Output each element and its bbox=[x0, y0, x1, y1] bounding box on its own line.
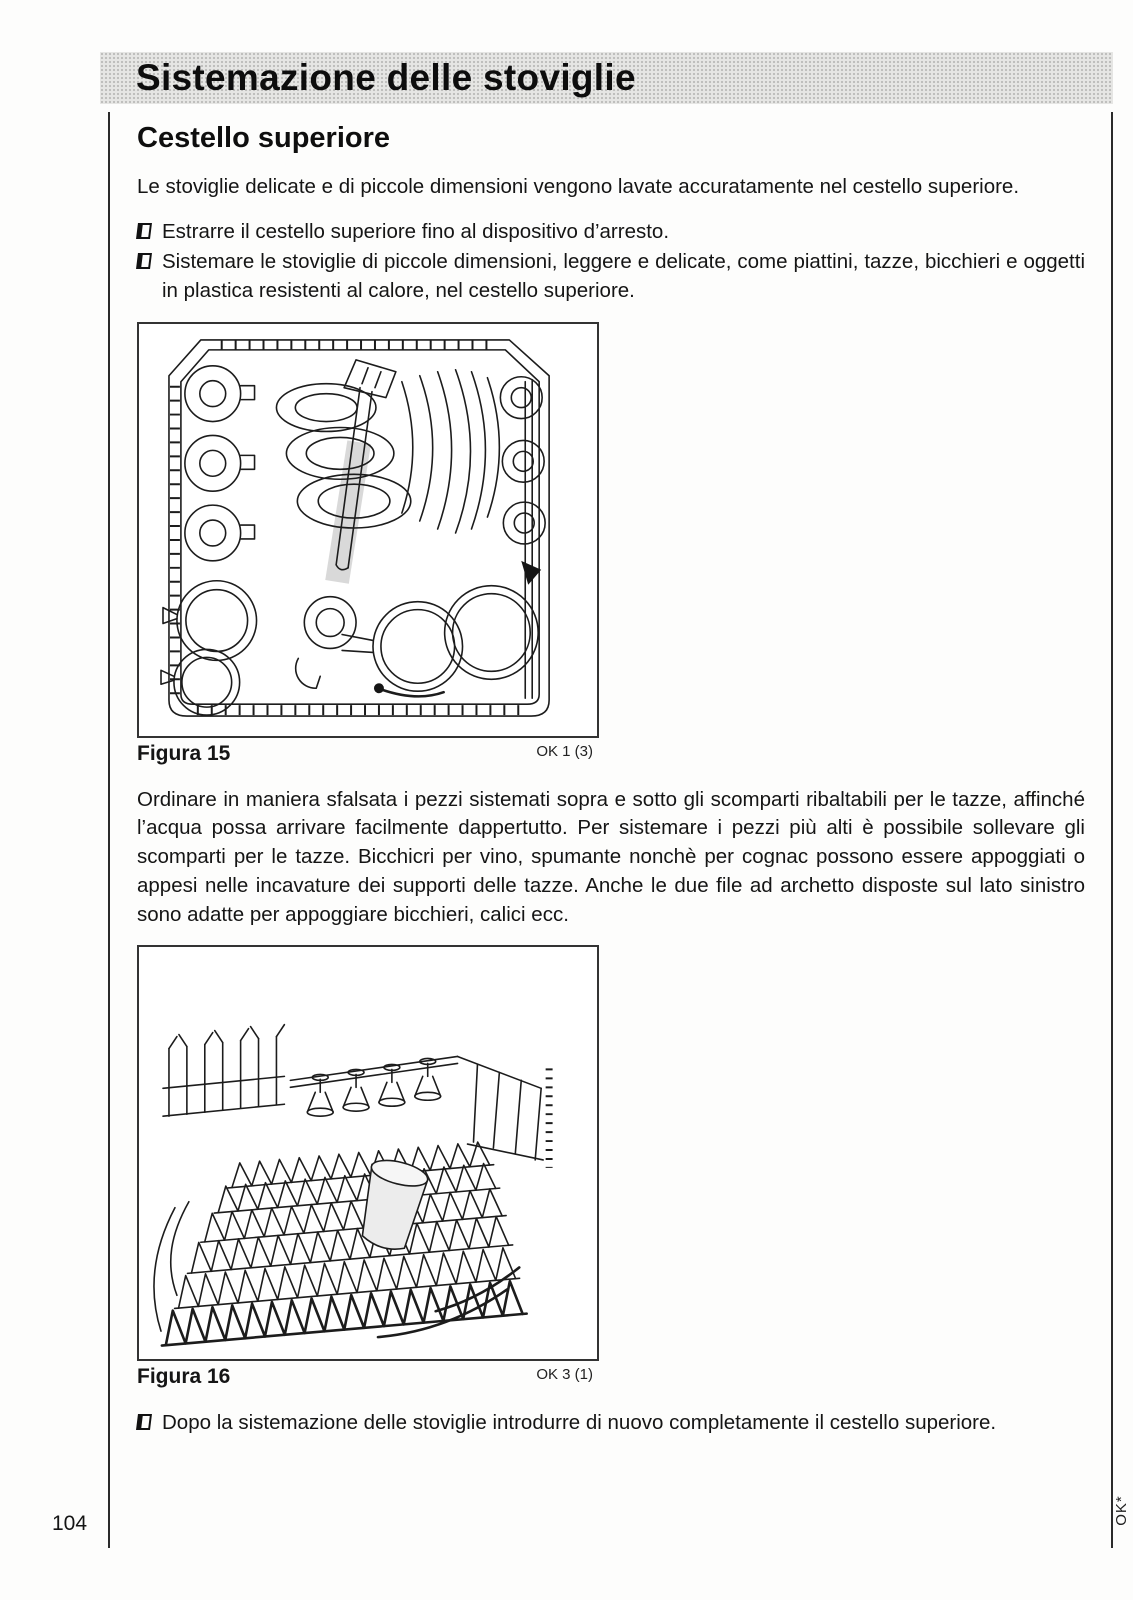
right-frame bbox=[458, 1057, 550, 1168]
checkbox-bullet-icon bbox=[136, 253, 152, 269]
small-utensils bbox=[296, 561, 541, 697]
print-side-mark: OK* bbox=[1113, 1495, 1131, 1526]
upper-basket-top-view-drawing bbox=[139, 324, 597, 736]
figure-16-box bbox=[137, 945, 599, 1361]
checkbox-bullet-icon bbox=[136, 1414, 152, 1430]
upper-basket-wire-rack-drawing bbox=[139, 947, 597, 1359]
figure-15-box bbox=[137, 322, 599, 738]
checkbox-bullet-icon bbox=[136, 223, 152, 239]
cups-left-column bbox=[185, 366, 255, 561]
figure-15-caption-row bbox=[137, 742, 599, 766]
cup-in-basket bbox=[353, 1156, 430, 1254]
bullet-item bbox=[137, 1409, 1085, 1438]
bullet-item bbox=[137, 218, 1085, 247]
chapter-header-bar bbox=[100, 52, 1113, 104]
closing-bullet-text: Dopo la sistemazione delle stoviglie introdurre di nuovo completamente il cestello superiore. bbox=[162, 1411, 997, 1435]
chapter-title: Sistemazione delle stoviglie bbox=[136, 57, 636, 98]
figure-code: OK 3 (1) bbox=[536, 1366, 593, 1384]
section-title: Cestello superiore bbox=[137, 122, 391, 154]
intro-paragraph: Le stoviglie delicate e di piccole dimensioni vengono lavate accuratamente nel cestello superiore. bbox=[137, 175, 1020, 198]
back-prong-row bbox=[163, 1025, 284, 1117]
teapots bbox=[161, 581, 257, 715]
bullet-text: Estrarre il cestello superiore fino al dispositivo d’arresto. bbox=[162, 219, 670, 243]
plate-rack bbox=[402, 370, 500, 533]
figure-caption: Figura 16 bbox=[137, 1365, 231, 1389]
figure-caption: Figura 15 bbox=[137, 741, 231, 765]
figure-code: OK 1 (3) bbox=[536, 742, 593, 760]
bullet-text: Sistemare le stoviglie di piccole dimensioni, leggere e delicate, come piattini, tazze, bicchieri e oggetti in plastica resistenti al calore, nel cestello superiore. bbox=[162, 250, 1085, 303]
content-frame bbox=[108, 112, 1113, 1548]
bullet-item bbox=[137, 248, 1085, 305]
figure-16-caption-row bbox=[137, 1365, 599, 1389]
bowls-and-pot bbox=[304, 585, 538, 690]
body-paragraph: Ordinare in maniera sfalsata i pezzi sistemati sopra e sotto gli scomparti ribaltabili per le tazze, affinché l’acqua possa arrivare facilmente dappertutto. Per sistemare i pezzi più alti è possibile sollevare gli scomparti per le tazze. Bicchicri per vino, spumante nonchè per cognac possono essere appoggiati o appesi nelle incavature dei supporti delle tazze. Anche le due file ad archetto disposte sul lato sinistro sono adatte per appoggiare bicchieri, calici ecc. bbox=[137, 787, 1085, 926]
hanging-goblet-rail bbox=[290, 1057, 457, 1117]
page-number: 104 bbox=[52, 1512, 88, 1535]
wire-rows bbox=[147, 1139, 527, 1345]
